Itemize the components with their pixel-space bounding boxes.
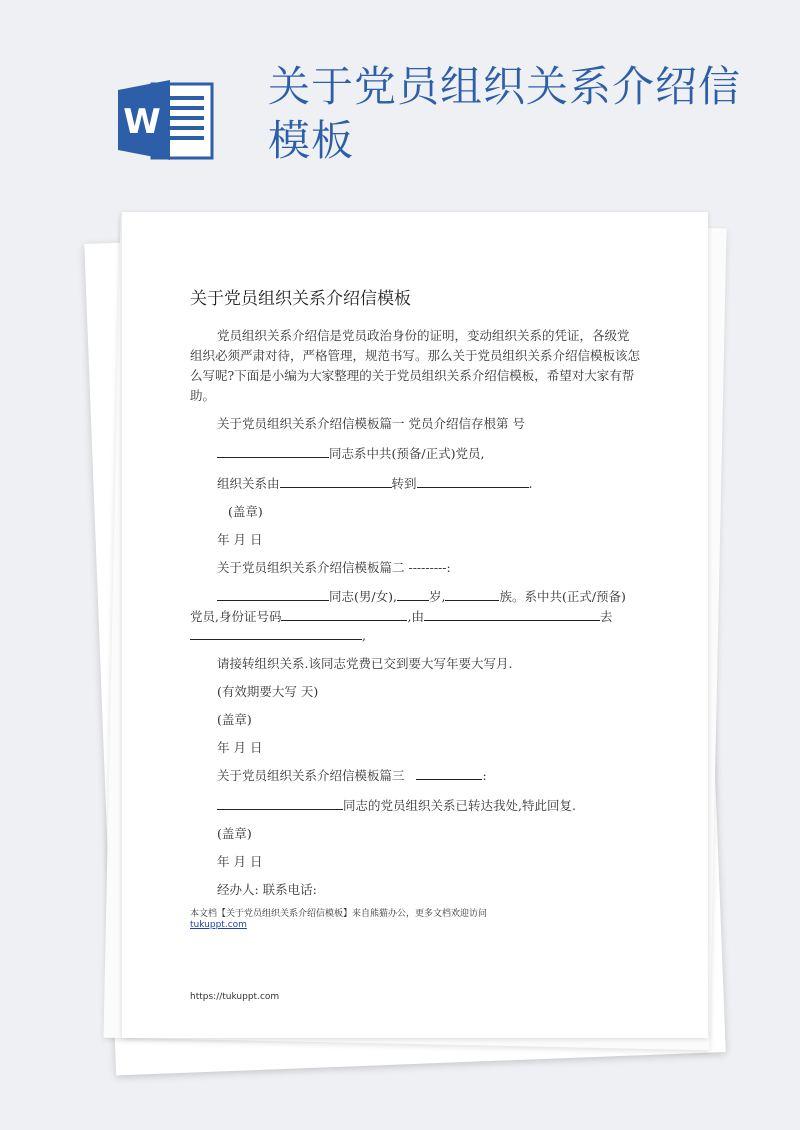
section1-transfer-line: 组织关系由 转到 . (217, 476, 533, 491)
section1-heading: 关于党员组织关系介绍信模板篇一 党员介绍信存根第 号 (217, 416, 525, 431)
section1-seal: (盖章) (228, 504, 263, 519)
section1-date: 年 月 日 (217, 532, 263, 547)
section2-date: 年 月 日 (217, 740, 263, 755)
section3-contact: 经办人: 联系电话: (217, 882, 317, 897)
section2-seal: (盖章) (217, 712, 252, 727)
section3-heading: 关于党员组织关系介绍信模板篇三 : (217, 768, 487, 783)
blank-name-field (217, 444, 329, 458)
blank-from-org (424, 607, 600, 621)
word-icon-letter: W (123, 102, 161, 142)
section3-date: 年 月 日 (217, 854, 263, 869)
footer-note: 本文档【关于党员组织关系介绍信模板】来自熊猫办公，更多文档欢迎访问 (190, 909, 488, 919)
document-title: 关于党员组织关系介绍信模板 (190, 289, 411, 309)
blank-ethnicity (445, 587, 499, 601)
word-document-icon (118, 78, 216, 162)
section2-line2: 党员,身份证号码 ,由 去 (190, 609, 613, 624)
footer-link[interactable]: tukuppt.com (190, 920, 247, 930)
section2-request: 请接转组织关系.该同志党费已交到要大写年要大写月. (217, 656, 513, 671)
document-page (122, 212, 708, 1038)
section3-seal: (盖章) (217, 826, 252, 841)
blank-from-org (280, 474, 392, 488)
blank-id-number (281, 607, 407, 621)
blank-name (217, 587, 329, 601)
section2-heading: 关于党员组织关系介绍信模板篇二 ---------: (217, 560, 451, 575)
footer-url: https://tukuppt.com (190, 992, 280, 1002)
section2-validity: (有效期要大写 天) (217, 684, 319, 699)
section2-line1: 同志(男/女), 岁, 族。系中共(正式/预备) (217, 587, 626, 605)
page-title: 关于党员组织关系介绍信模板 (268, 62, 742, 165)
section3-reply-line: 同志的党员组织关系已转达我处,特此回复. (217, 796, 576, 814)
section1-member-line: 同志系中共(预备/正式)党员, (217, 444, 484, 462)
blank-to-org (417, 474, 529, 488)
blank-age (397, 587, 429, 601)
blank-name (217, 796, 343, 810)
section2-line3: , (190, 626, 366, 643)
intro-paragraph: 党员组织关系介绍信是党员政治身份的证明，变动组织关系的凭证，各级党组织必须严肃对待，严格管理，规范书写。那么关于党员组织关系介绍信模板该怎么写呢?下面是小编为大家整理的关于党员组织关系介绍信模板，希望对大家有帮助。 (190, 328, 641, 403)
blank-destination (190, 626, 362, 640)
blank-recipient (416, 766, 482, 780)
